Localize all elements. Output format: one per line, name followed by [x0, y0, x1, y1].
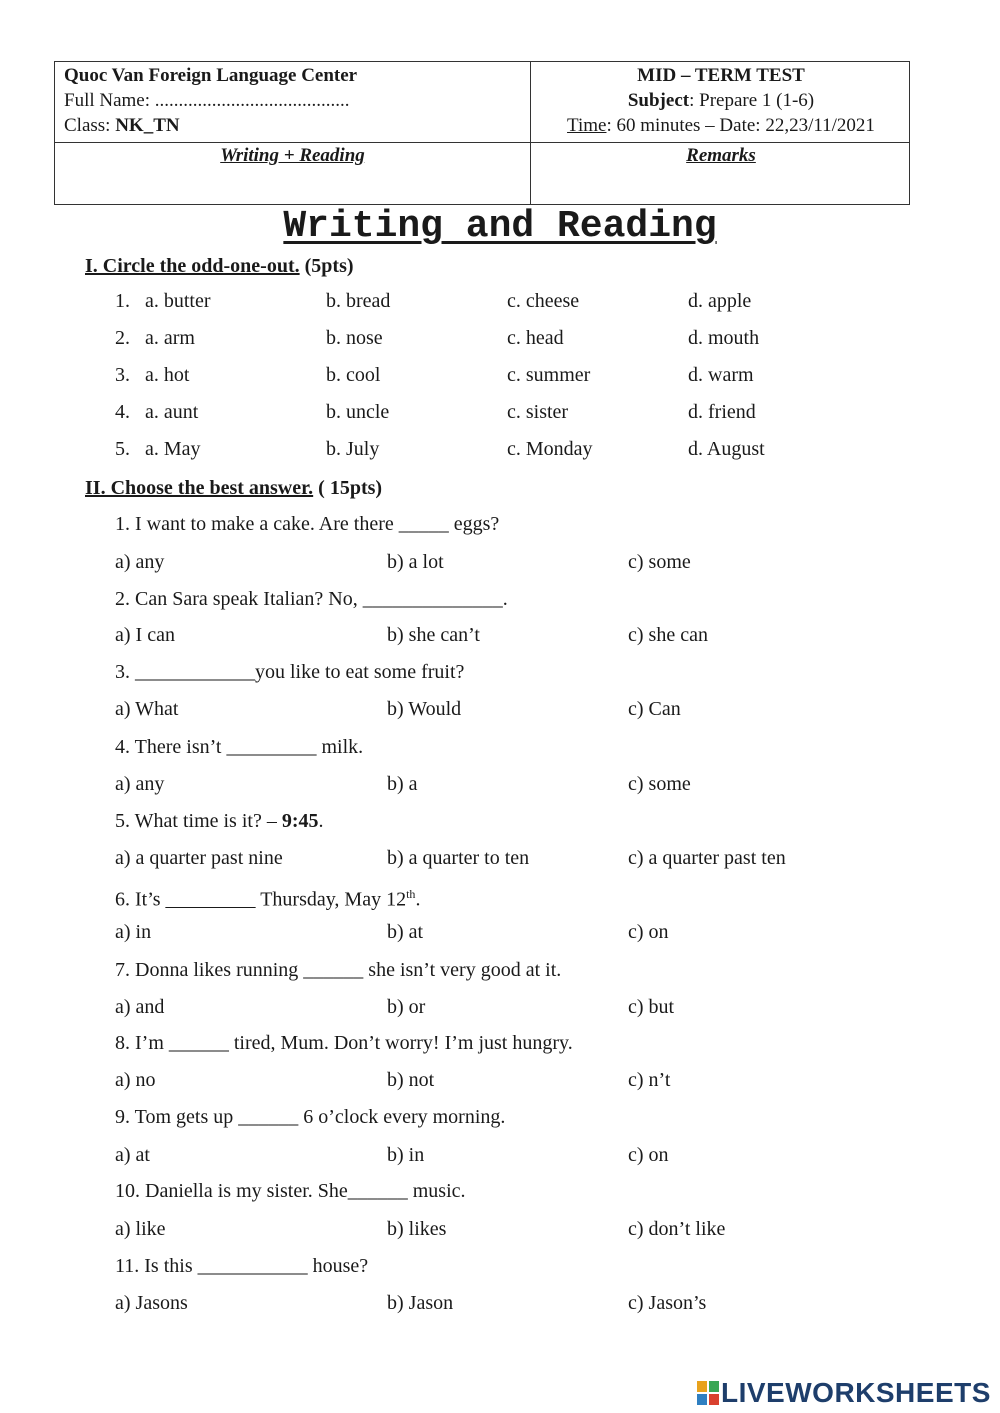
answer-option-c[interactable]: c) some	[628, 773, 691, 795]
option-c[interactable]: c. sister	[507, 401, 569, 423]
time-line	[531, 113, 911, 138]
option-a[interactable]: a. hot	[145, 364, 190, 386]
question-text: 7. Donna likes running ______ she isn’t very good at it.	[115, 959, 562, 981]
odd-one-out-row	[0, 397, 1000, 427]
question-text-part: 6. It’s _________ Thursday, May 12	[115, 888, 407, 911]
question-text: 11. Is this ___________ house?	[115, 1255, 369, 1277]
option-b[interactable]: b. uncle	[326, 401, 390, 423]
answer-option-c[interactable]: c) don’t like	[628, 1218, 726, 1240]
answer-option-a[interactable]: a) and	[115, 996, 165, 1018]
question-time-value: 9:45	[281, 810, 319, 832]
test-title: MID – TERM TEST	[637, 65, 805, 86]
question-text-part: .	[318, 810, 324, 832]
section-label-cell	[55, 143, 530, 168]
odd-one-out-row	[0, 286, 1000, 316]
full-name-label: Full Name: .........................................	[64, 90, 350, 111]
answer-option-c[interactable]: c) a quarter past ten	[628, 847, 786, 869]
item-number[interactable]: 2.	[115, 327, 130, 349]
section1-points: (5pts)	[299, 255, 354, 277]
liveworksheets-wordmark: LIVEWORKSHEETS	[721, 1377, 991, 1408]
answer-option-a[interactable]: a) in	[115, 921, 152, 943]
option-a[interactable]: a. arm	[145, 327, 195, 349]
question-text: 1. I want to make a cake. Are there _____ eggs?	[115, 513, 500, 535]
answer-option-c[interactable]: c) but	[628, 996, 675, 1018]
question-text: 9. Tom gets up ______ 6 o’clock every morning.	[115, 1106, 506, 1128]
question-text: 3. ____________you like to eat some fruit?	[115, 661, 465, 683]
answer-option-c[interactable]: c) some	[628, 551, 691, 573]
option-d[interactable]: d. mouth	[688, 327, 760, 349]
question-text: 2. Can Sara speak Italian? No, ______________.	[115, 588, 508, 610]
answer-option-a[interactable]: a) What	[115, 698, 179, 720]
option-d[interactable]: d. apple	[688, 290, 752, 312]
subject-line	[531, 88, 911, 113]
odd-one-out-row	[0, 360, 1000, 390]
answer-option-c[interactable]: c) on	[628, 921, 669, 943]
item-number[interactable]: 3.	[115, 364, 130, 386]
answer-option-a[interactable]: a) no	[115, 1069, 156, 1091]
item-number[interactable]: 1.	[115, 290, 130, 312]
section2-heading	[85, 475, 382, 501]
section2-title: II. Choose the best answer.	[85, 477, 314, 499]
odd-one-out-row	[0, 323, 1000, 353]
option-b[interactable]: b. July	[326, 438, 380, 460]
option-c[interactable]: c. cheese	[507, 290, 580, 312]
remarks-cell	[531, 143, 911, 168]
answer-option-b[interactable]: b) at	[387, 921, 424, 943]
answer-option-c[interactable]: c) Can	[628, 698, 681, 720]
section2-points: ( 15pts)	[313, 477, 383, 499]
school-name: Quoc Van Foreign Language Center	[64, 65, 358, 86]
answer-option-b[interactable]: b) she can’t	[387, 624, 480, 646]
answer-option-a[interactable]: a) any	[115, 551, 165, 573]
test-info	[531, 63, 911, 138]
liveworksheets-logo-icon	[697, 1381, 719, 1405]
option-b[interactable]: b. bread	[326, 290, 391, 312]
option-b[interactable]: b. nose	[326, 327, 383, 349]
answer-option-b[interactable]: b) a	[387, 773, 418, 795]
option-c[interactable]: c. head	[507, 327, 564, 349]
answer-option-b[interactable]: b) a lot	[387, 551, 444, 573]
answer-option-b[interactable]: b) Would	[387, 698, 462, 720]
class-label: Class:	[64, 115, 116, 136]
option-c[interactable]: c. Monday	[507, 438, 593, 460]
question-text: 10. Daniella is my sister. She______ music.	[115, 1180, 466, 1202]
question-text-part: .	[415, 888, 421, 911]
item-number[interactable]: 4.	[115, 401, 130, 423]
page-title: Writing and Reading	[283, 205, 717, 248]
answer-option-a[interactable]: a) any	[115, 773, 165, 795]
option-b[interactable]: b. cool	[326, 364, 381, 386]
answer-option-b[interactable]: b) Jason	[387, 1292, 454, 1314]
item-number[interactable]: 5.	[115, 438, 130, 460]
option-a[interactable]: a. May	[145, 438, 201, 460]
option-c[interactable]: c. summer	[507, 364, 591, 386]
answer-option-a[interactable]: a) at	[115, 1144, 150, 1166]
subject-label: Subject	[627, 90, 690, 111]
school-info	[64, 63, 524, 138]
class-value: NK_TN	[115, 115, 180, 136]
question-text	[115, 879, 420, 915]
answer-option-c[interactable]: c) she can	[628, 624, 708, 646]
question-text: 8. I’m ______ tired, Mum. Don’t worry! I’m just hungry.	[115, 1032, 573, 1054]
answer-option-b[interactable]: b) likes	[387, 1218, 447, 1240]
answer-option-b[interactable]: b) a quarter to ten	[387, 847, 530, 869]
answer-option-a[interactable]: a) like	[115, 1218, 166, 1240]
answer-option-b[interactable]: b) in	[387, 1144, 425, 1166]
question-text	[115, 806, 324, 836]
time-value: : 60 minutes – Date: 22,23/11/2021	[606, 115, 875, 136]
option-a[interactable]: a. aunt	[145, 401, 199, 423]
answer-option-a[interactable]: a) I can	[115, 624, 175, 646]
class-line	[64, 113, 524, 138]
section1-heading	[85, 253, 354, 279]
answer-option-b[interactable]: b) not	[387, 1069, 435, 1091]
option-d[interactable]: d. warm	[688, 364, 754, 386]
option-d[interactable]: d. August	[688, 438, 765, 460]
question-text: 4. There isn’t _________ milk.	[115, 736, 364, 758]
remarks-label: Remarks	[686, 145, 756, 166]
subject-value: : Prepare 1 (1-6)	[689, 90, 815, 111]
answer-option-c[interactable]: c) n’t	[628, 1069, 671, 1091]
section1-title: I. Circle the odd-one-out.	[85, 255, 300, 277]
odd-one-out-row	[0, 434, 1000, 464]
ordinal-suffix: th	[406, 887, 416, 901]
question-text-part: 5. What time is it? –	[115, 810, 282, 832]
answer-option-c[interactable]: c) Jason’s	[628, 1292, 707, 1314]
answer-option-a[interactable]: a) Jasons	[115, 1292, 188, 1314]
section-label: Writing + Reading	[220, 145, 365, 166]
answer-option-a[interactable]: a) a quarter past nine	[115, 847, 283, 869]
time-label: Time	[567, 115, 607, 136]
answer-option-b[interactable]: b) or	[387, 996, 426, 1018]
option-a[interactable]: a. butter	[145, 290, 211, 312]
header-table	[54, 61, 910, 205]
answer-option-c[interactable]: c) on	[628, 1144, 669, 1166]
option-d[interactable]: d. friend	[688, 401, 756, 423]
